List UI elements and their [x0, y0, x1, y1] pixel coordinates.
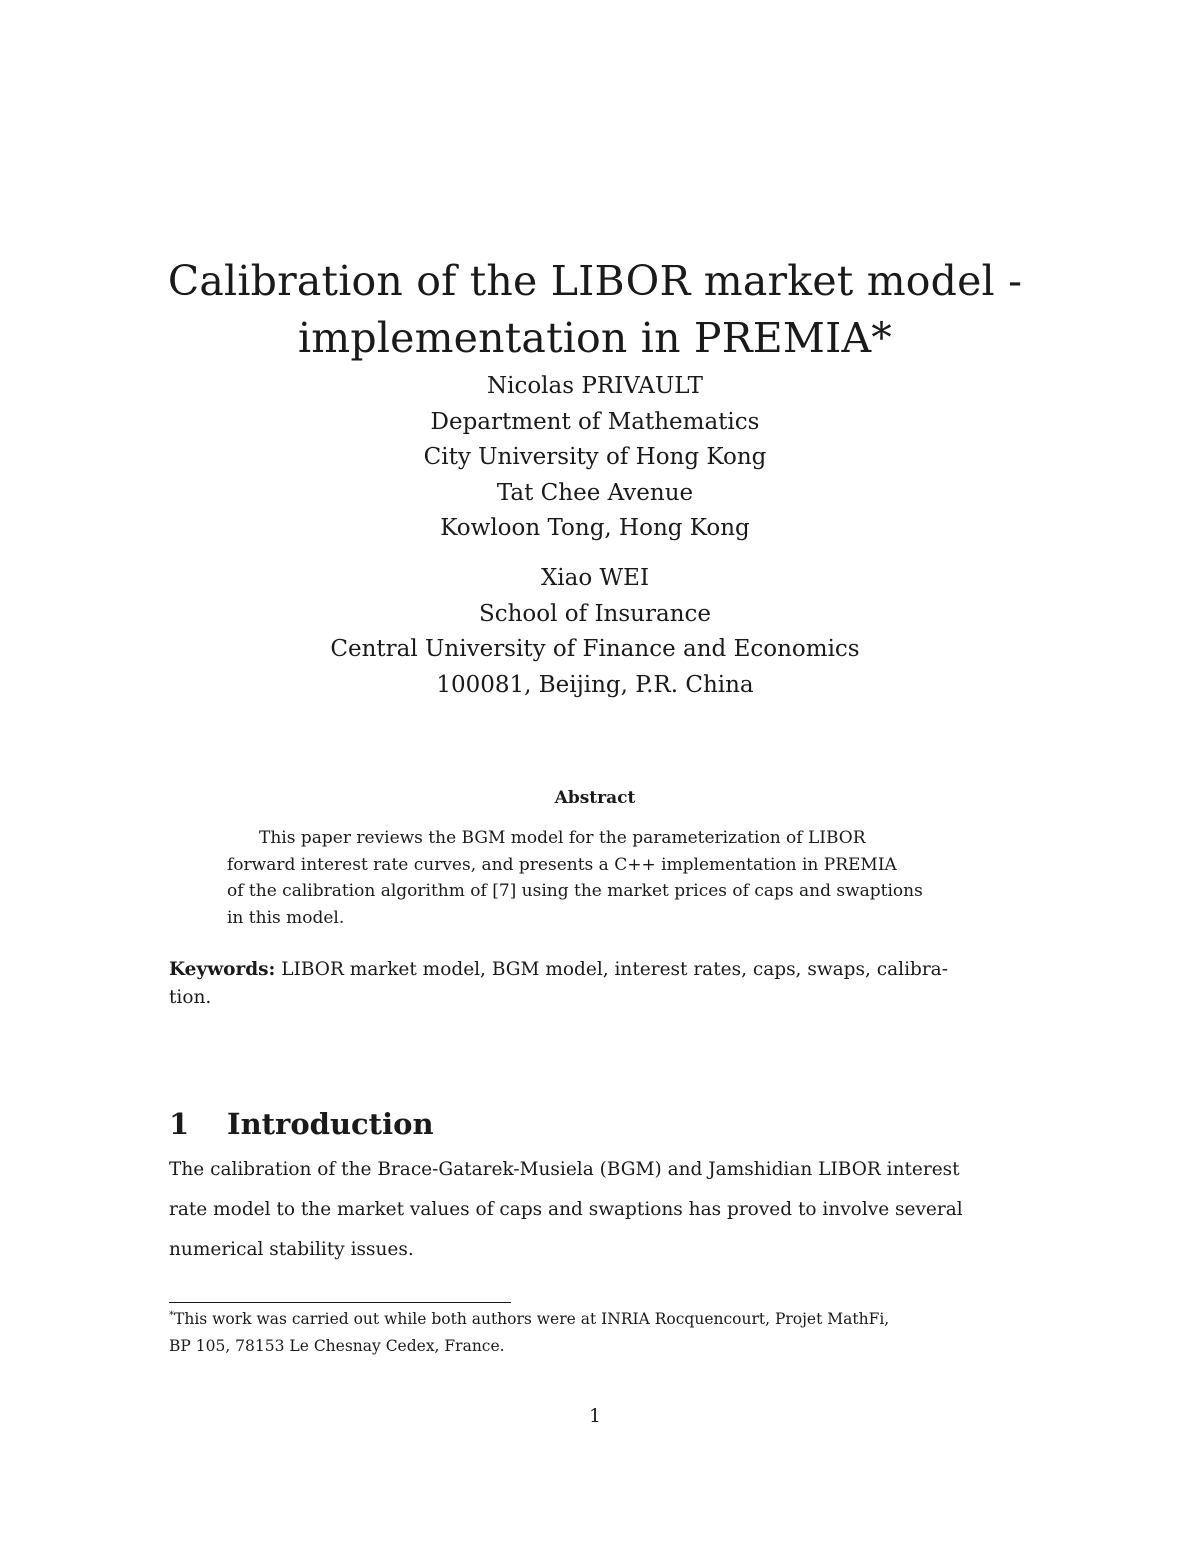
footnote-line-2: BP 105, 78153 Le Chesnay Cedex, France.	[169, 1337, 505, 1355]
keywords-text: LIBOR market model, BGM model, interest rates, caps, swaps, calibra-	[275, 959, 948, 980]
abstract-heading: Abstract	[554, 788, 636, 808]
intro-line: The calibration of the Brace-Gatarek-Musiela (BGM) and Jamshidian LIBOR interest	[169, 1159, 960, 1180]
author-affiliation-line: City University of Hong Kong	[423, 444, 767, 470]
author-affiliation-line: Kowloon Tong, Hong Kong	[440, 515, 750, 541]
section-heading	[169, 1104, 434, 1144]
keywords-line-2: tion.	[169, 987, 212, 1008]
footnote-text: This work was carried out while both authors were at INRIA Rocquencourt, Projet MathFi,	[174, 1310, 890, 1328]
keywords-line-1	[169, 956, 1029, 984]
intro-paragraph	[169, 1150, 1029, 1270]
author-block-2	[100, 561, 1090, 703]
author-affiliation-line: School of Insurance	[478, 600, 711, 627]
title-line-1: Calibration of the LIBOR market model -	[167, 257, 1023, 306]
author-affiliation-line: Tat Chee Avenue	[496, 479, 694, 506]
section-number: 1	[169, 1107, 190, 1142]
author-affiliation-line: 100081, Beijing, P.R. China	[436, 671, 754, 698]
abstract-line: forward interest rate curves, and presents a C++ implementation in PREMIA	[227, 854, 897, 875]
abstract-body	[227, 825, 963, 931]
section-title: Introduction	[227, 1107, 434, 1142]
keywords-paragraph	[169, 956, 1029, 1012]
abstract-line: of the calibration algorithm of [7] using the market prices of caps and swaptions	[227, 881, 923, 901]
footnote-rule	[169, 1302, 511, 1303]
footnote-mark: *	[169, 1309, 174, 1321]
author-affiliation-line: Department of Mathematics	[430, 408, 760, 435]
intro-line: rate model to the market values of caps and swaptions has proved to involve several	[169, 1199, 963, 1220]
keywords-label: Keywords:	[169, 959, 276, 980]
author-block-1	[100, 369, 1090, 547]
abstract-line: in this model.	[227, 907, 345, 928]
author-name: Nicolas PRIVAULT	[486, 373, 704, 399]
title-line-2: implementation in PREMIA*	[297, 314, 892, 363]
author-affiliation-line: Central University of Finance and Economics	[330, 636, 860, 662]
footnote	[169, 1306, 1029, 1360]
author-name: Xiao WEI	[540, 565, 650, 591]
page-number: 1	[589, 1406, 601, 1427]
abstract-line: This paper reviews the BGM model for the parameterization of LIBOR	[259, 828, 866, 848]
intro-line: numerical stability issues.	[169, 1239, 414, 1260]
footnote-line-1	[169, 1306, 1029, 1333]
paper-title	[100, 253, 1090, 367]
